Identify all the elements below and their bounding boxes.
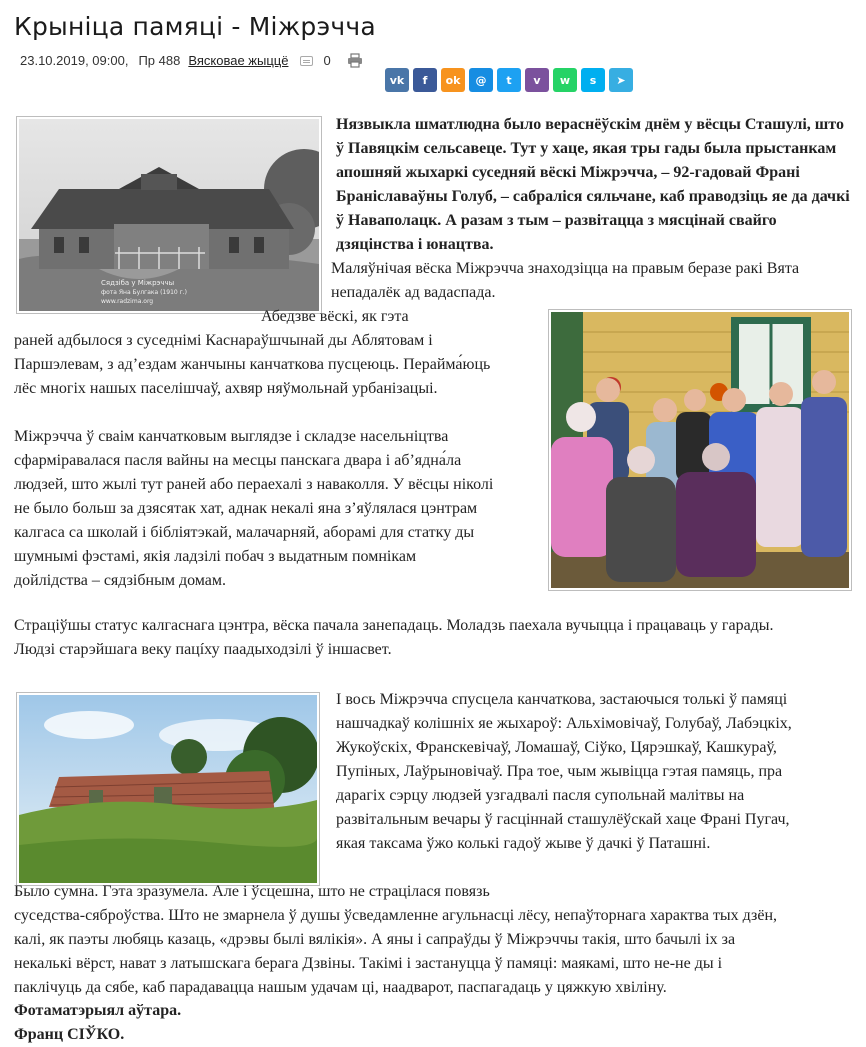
- text-line: дарагіх сэрцу людзей узгадвалі пасля супольнай малітвы на: [336, 787, 745, 804]
- text-line: лёс многіх нашых паселішчаў, ахвяр няўмольнай урбанізацыі.: [14, 380, 438, 397]
- manor-house-photo: [16, 116, 322, 314]
- paragraph-6: [14, 880, 864, 1000]
- article-author: Франц СІЎКО.: [14, 1026, 125, 1043]
- paragraph-3: [14, 425, 544, 593]
- house-caption-2: фота Яна Булгака (1910 г.): [101, 289, 188, 296]
- text-line: Было сумна. Гэта зразумела. Але і ўсцешна, што не страцілася повязь: [14, 883, 490, 900]
- house-caption-1: Сядзіба у Міжрэччы: [101, 279, 175, 287]
- text-line: Паршэлевам, з ад’ездам жанчыны канчаткова пусцеюць. Перайма́юць: [14, 356, 491, 373]
- house-caption-3: www.radzima.org: [101, 298, 154, 305]
- share-whatsapp-button[interactable]: w: [553, 68, 577, 92]
- text-line: калгаса са школай і бібліятэкай, малачарняй, аборамі для статку ды: [14, 524, 475, 541]
- text-line: Міжрэчча ў сваім канчатковым выглядзе і складзе насельніцтва: [14, 428, 449, 445]
- text-line: якая таксама ўжо колькі гадоў жыве ў дачкі ў Паташні.: [336, 835, 711, 852]
- paragraph-1: [331, 257, 856, 305]
- comments-count: 0: [323, 53, 331, 68]
- text-line: І вось Міжрэчча спусцела канчаткова, застаючыся толькі ў памяці: [336, 691, 788, 708]
- share-buttons: [385, 68, 633, 92]
- share-viber-button[interactable]: v: [525, 68, 549, 92]
- article-lead: [336, 113, 856, 257]
- text-line: Пупіных, Лаўрыновічаў. Пра тое, чым жывіцца гэтая памяць, пра: [336, 763, 783, 780]
- text-line: раней адбылося з суседнімі Каснараўшчынай ды Аблятовам і: [14, 332, 433, 349]
- text-line: калі, як паэты любяць казаць, «дрэвы былі вялікія». А яны і сапраўды ў Міжрэччы такія, што бачылі іх за: [14, 931, 736, 948]
- text-line: некалькі вёрст, нават з латышскага берага Дзвіны. Такімі і застануцца ў памяці: маякамі, што не-не ды і: [14, 955, 723, 972]
- text-line: суседства-сяброўства. Што не змарнела ў душы ўсведамленне агульнасці лёсу, непаўторнага характва тых дзён,: [14, 907, 777, 924]
- article-section-link[interactable]: Вясковае жыццё: [188, 53, 289, 68]
- paragraph-4: [14, 614, 859, 662]
- print-icon[interactable]: [347, 53, 363, 68]
- text-line: ў Павяцкім сельсавеце. Тут у хаце, якая тры гады была прыстанкам: [336, 140, 837, 157]
- share-telegram-button[interactable]: ➤: [609, 68, 633, 92]
- text-line: непадалёк ад вадаспада.: [331, 284, 496, 301]
- text-line: Людзі старэйшага веку пацíху паадыходзілі ў іншасвет.: [14, 641, 392, 658]
- share-moimir-button[interactable]: @: [469, 68, 493, 92]
- text-line: нашчадкаў колішніх яе жыхароў: Альхімовічаў, Голубаў, Лабэцкіх,: [336, 715, 792, 732]
- article-date: 23.10.2019, 09:00,: [20, 53, 129, 68]
- text-line: дзяцінства і юнацтва.: [336, 236, 494, 253]
- text-line: Нязвыкла шматлюдна было вераснёўскім днём у вёсцы Сташулі, што: [336, 116, 844, 133]
- text-line: сфарміравалася пасля вайны на месцы панскага двара і аб’ядна́ла: [14, 452, 462, 469]
- text-line: Жукоўскіх, Франскевічаў, Ломашаў, Сіўко, Цярэшкаў, Кашкураў,: [336, 739, 777, 756]
- comments-icon: [300, 56, 313, 66]
- text-line: Абедзве вёскі, як гэта: [261, 308, 409, 325]
- article-issue: Пр 488: [138, 53, 181, 68]
- share-vk-button[interactable]: vk: [385, 68, 409, 92]
- share-odnoklassniki-button[interactable]: ok: [441, 68, 465, 92]
- text-line: шумнымі фэстамі, якія ладзілі побач з выдатным помнікам: [14, 548, 417, 565]
- photo-credit: Фотаматэрыял аўтара.: [14, 1002, 182, 1019]
- ruins-photo: [16, 692, 320, 886]
- text-line: апошняй жыхаркі суседняй вёскі Міжрэчча, – 92-гадовай Франі: [336, 164, 800, 181]
- share-facebook-button[interactable]: f: [413, 68, 437, 92]
- paragraph-5: [336, 688, 856, 856]
- article-meta: [20, 53, 363, 68]
- share-skype-button[interactable]: s: [581, 68, 605, 92]
- text-line: развітальным вечары ў гасціннай сташулёўскай хаце Франі Пугач,: [336, 811, 790, 828]
- text-line: не было больш за дзясятак хат, аднак некалі яна з’яўлялася цэнтрам: [14, 500, 478, 517]
- text-line: людзей, што жылі тут раней або пераехалі з наваколля. У вёсцы ніколі: [14, 476, 494, 493]
- text-line: паклічуць да сябе, каб парадавацца нашым удачам ці, наадварот, паспагадаць у цяжкую хвіліну.: [14, 979, 667, 996]
- villagers-group-photo: [548, 309, 852, 591]
- text-line: ў Наваполацк. А разам з тым – развітацца з мясцінай свайго: [336, 212, 777, 229]
- paragraph-2: [14, 305, 544, 401]
- share-twitter-button[interactable]: t: [497, 68, 521, 92]
- article-title: Крыніца памяці - Міжрэчча: [14, 12, 376, 41]
- text-line: дойлідства – сядзібным домам.: [14, 572, 227, 589]
- text-line: Браніславаўны Голуб, – сабраліся сяльчане, каб праводзіць яе да дачкі: [336, 188, 850, 205]
- text-line: Маляўнічая вёска Міжрэчча знаходзіцца на правым беразе ракі Вята: [331, 260, 800, 277]
- text-line: Страціўшы статус калгаснага цэнтра, вёска пачала занепадаць. Моладзь паехала вучыцца і працаваць у гарады.: [14, 617, 774, 634]
